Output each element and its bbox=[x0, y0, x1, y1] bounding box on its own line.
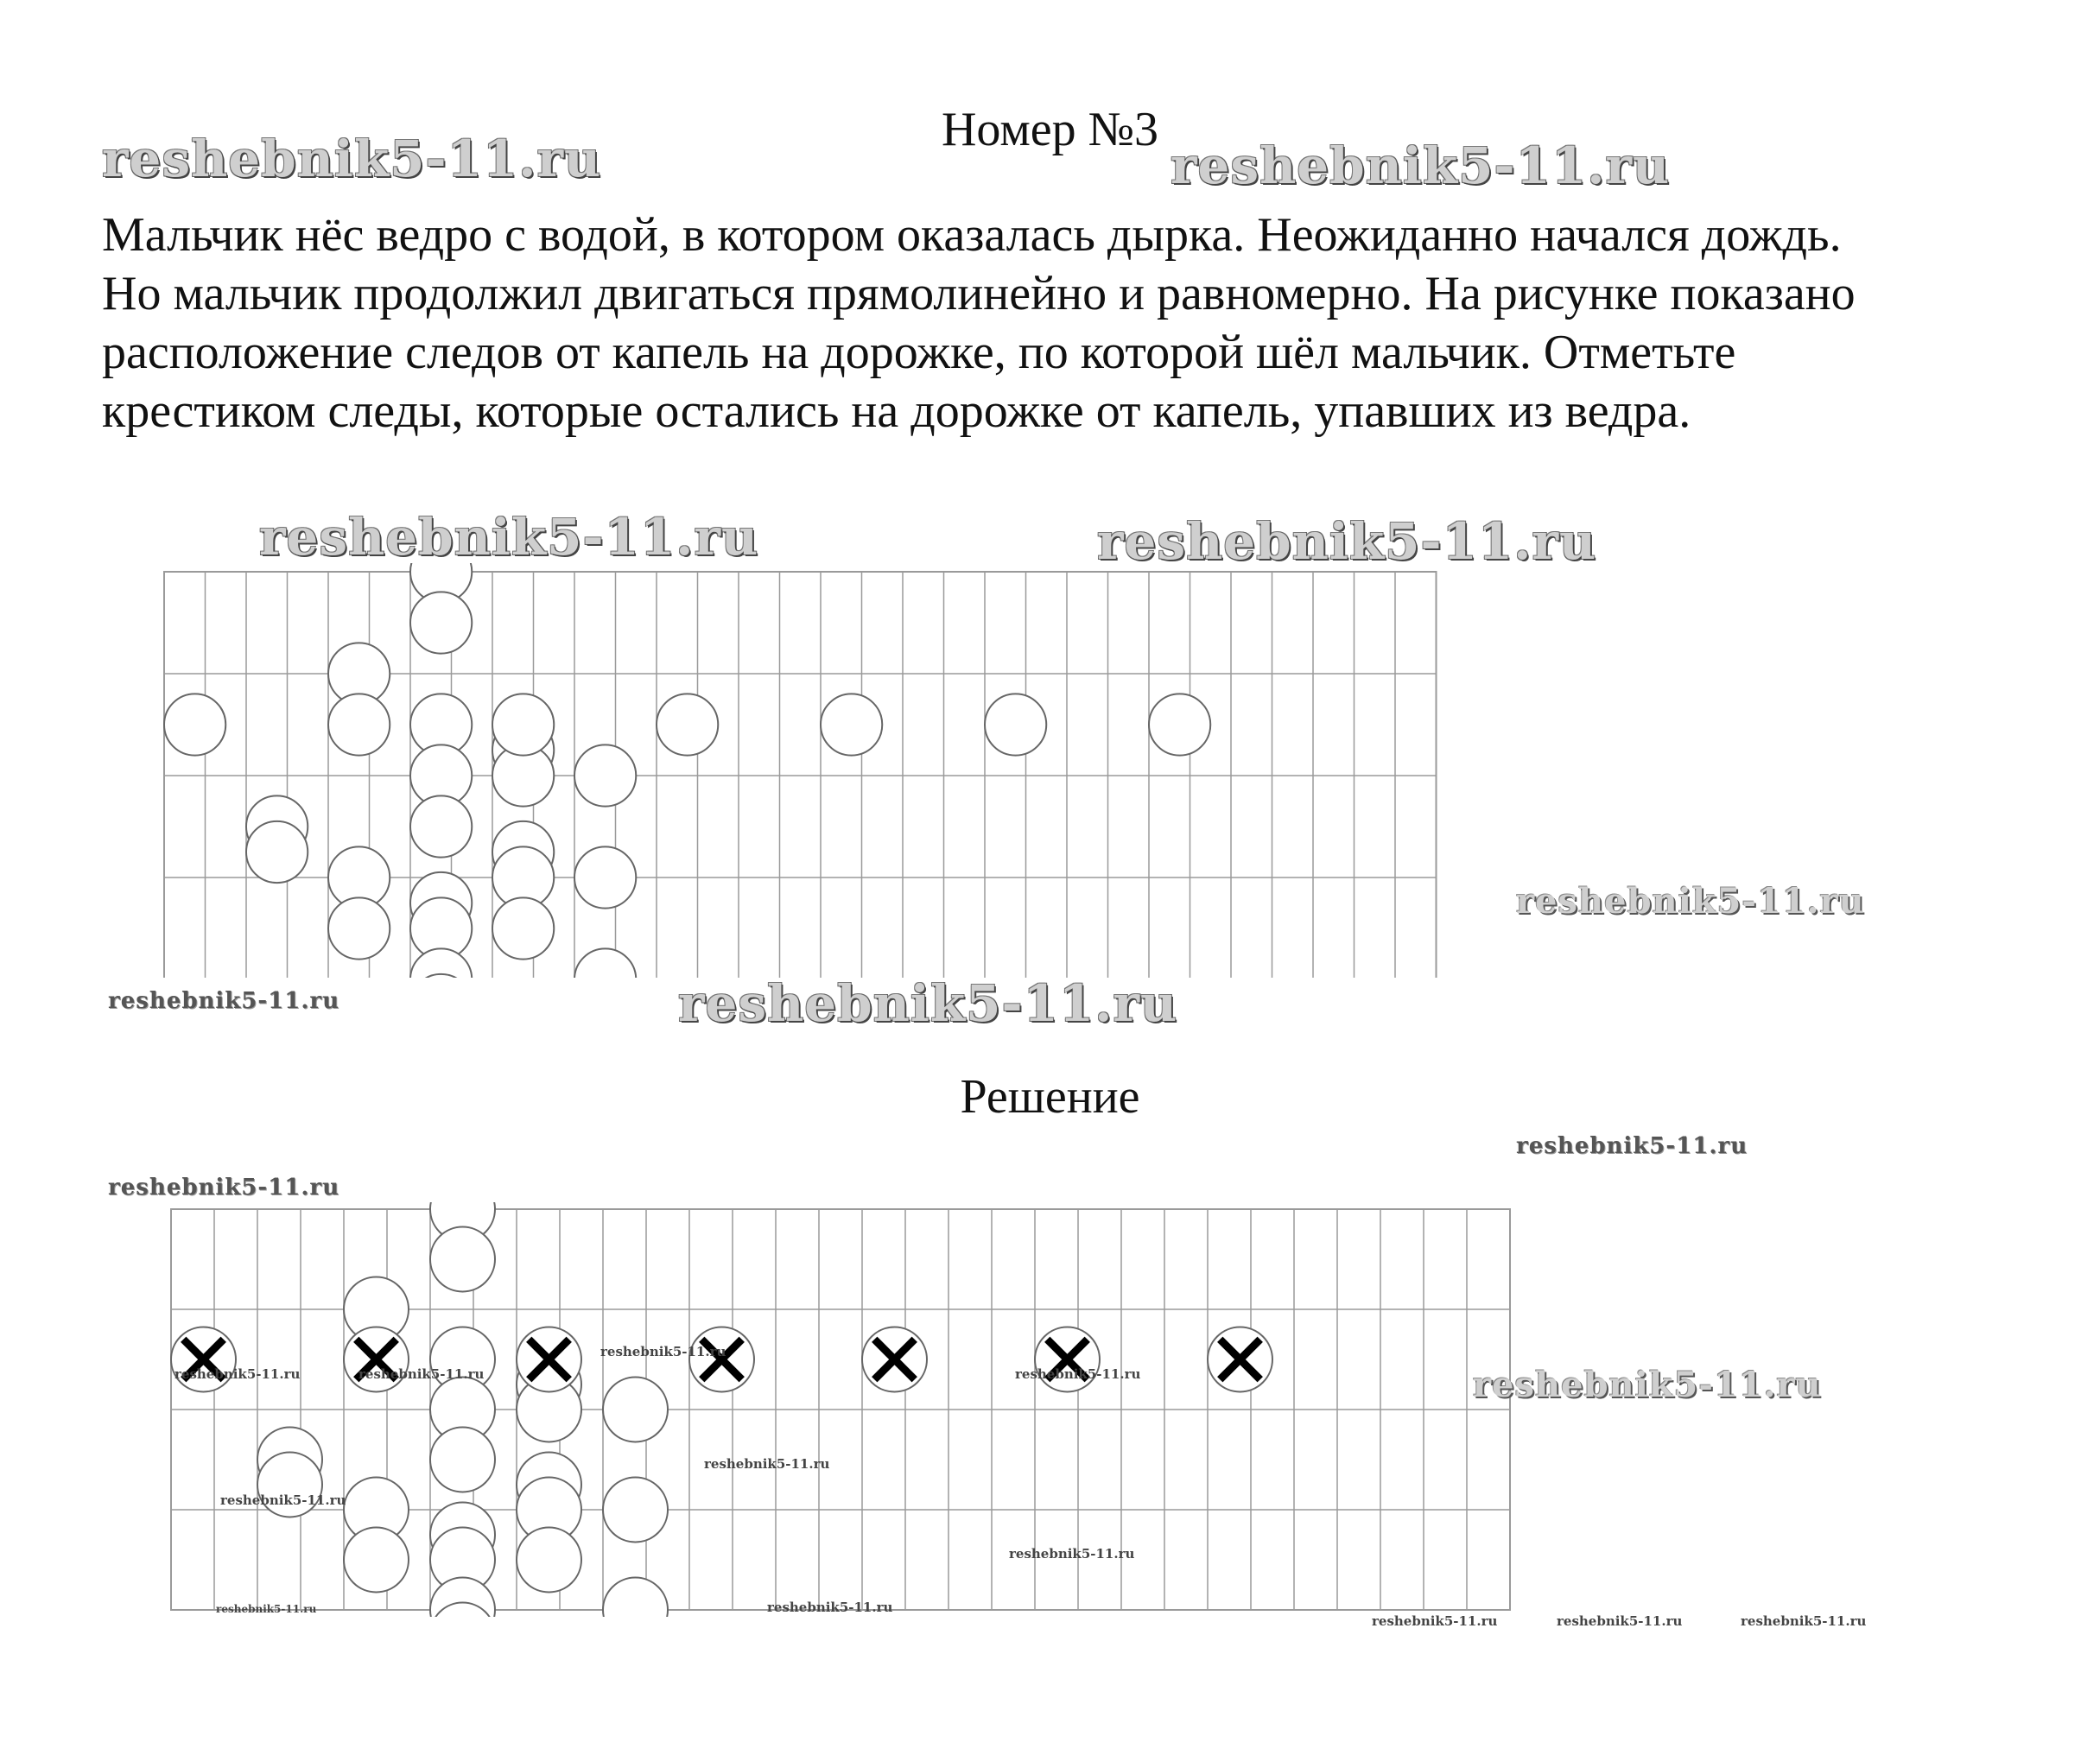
watermark: reshebnik5-11.ru bbox=[1097, 512, 1597, 571]
watermark: reshebnik5-11.ru bbox=[259, 508, 759, 567]
drop-mark bbox=[246, 821, 308, 883]
watermark: reshebnik5-11.ru bbox=[1171, 136, 1671, 195]
watermark: reshebnik5-11.ru bbox=[1557, 1613, 1683, 1629]
drop-mark bbox=[492, 897, 554, 959]
watermark: reshebnik5-11.ru bbox=[678, 974, 1178, 1033]
task-line: Мальчик нёс ведро с водой, в котором оказалась дырка. Неожиданно начался дождь. bbox=[102, 208, 1842, 262]
task-line: расположение следов от капель на дорожке, по которой шёл мальчик. Отметьте bbox=[102, 326, 1736, 379]
watermark: reshebnik5-11.ru bbox=[1009, 1546, 1135, 1562]
watermark: reshebnik5-11.ru bbox=[1516, 1133, 1748, 1159]
watermark: reshebnik5-11.ru bbox=[1516, 881, 1865, 922]
problem-figure bbox=[155, 563, 1443, 978]
task-text bbox=[102, 206, 2037, 440]
drop-mark bbox=[517, 1528, 581, 1593]
page-title: Номер №3 bbox=[941, 103, 1159, 156]
watermark: reshebnik5-11.ru bbox=[1372, 1613, 1498, 1629]
watermark: reshebnik5-11.ru bbox=[220, 1492, 346, 1508]
task-line: крестиком следы, которые остались на дорожке от капель, упавших из ведра. bbox=[102, 384, 1691, 438]
watermark: reshebnik5-11.ru bbox=[358, 1366, 485, 1382]
drop-mark bbox=[328, 897, 390, 959]
watermark: reshebnik5-11.ru bbox=[102, 130, 602, 188]
bucket-drop-mark bbox=[1149, 694, 1210, 755]
drop-mark bbox=[430, 1428, 495, 1492]
watermark: reshebnik5-11.ru bbox=[704, 1456, 830, 1472]
drop-mark bbox=[574, 948, 636, 978]
watermark: reshebnik5-11.ru bbox=[174, 1366, 301, 1382]
bucket-drop-mark bbox=[492, 694, 554, 755]
watermark: reshebnik5-11.ru bbox=[108, 988, 340, 1014]
watermark: reshebnik5-11.ru bbox=[767, 1600, 893, 1615]
bucket-drop-mark bbox=[657, 694, 718, 755]
solution-figure bbox=[164, 1202, 1512, 1617]
watermark: reshebnik5-11.ru bbox=[1015, 1366, 1141, 1382]
drop-mark bbox=[603, 1378, 668, 1442]
bucket-drop-mark bbox=[821, 694, 882, 755]
solution-caption: Решение bbox=[960, 1070, 1140, 1124]
watermark: reshebnik5-11.ru bbox=[600, 1344, 726, 1359]
drop-mark bbox=[410, 795, 472, 857]
drop-mark bbox=[410, 592, 472, 653]
watermark: reshebnik5-11.ru bbox=[1473, 1365, 1822, 1405]
drop-mark bbox=[574, 744, 636, 806]
drop-mark bbox=[603, 1578, 668, 1618]
task-line: Но мальчик продолжил двигаться прямолинейно и равномерно. На рисунке показано bbox=[102, 267, 1856, 320]
watermark: reshebnik5-11.ru bbox=[108, 1175, 340, 1201]
drop-mark bbox=[574, 846, 636, 908]
drop-mark bbox=[430, 1227, 495, 1292]
drop-mark bbox=[603, 1478, 668, 1543]
drop-mark bbox=[344, 1528, 409, 1593]
drop-mark bbox=[164, 694, 225, 755]
drop-mark bbox=[328, 694, 390, 755]
watermark: reshebnik5-11.ru bbox=[1741, 1613, 1867, 1629]
bucket-drop-mark bbox=[985, 694, 1046, 755]
watermark: reshebnik5-11.ru bbox=[216, 1603, 317, 1615]
